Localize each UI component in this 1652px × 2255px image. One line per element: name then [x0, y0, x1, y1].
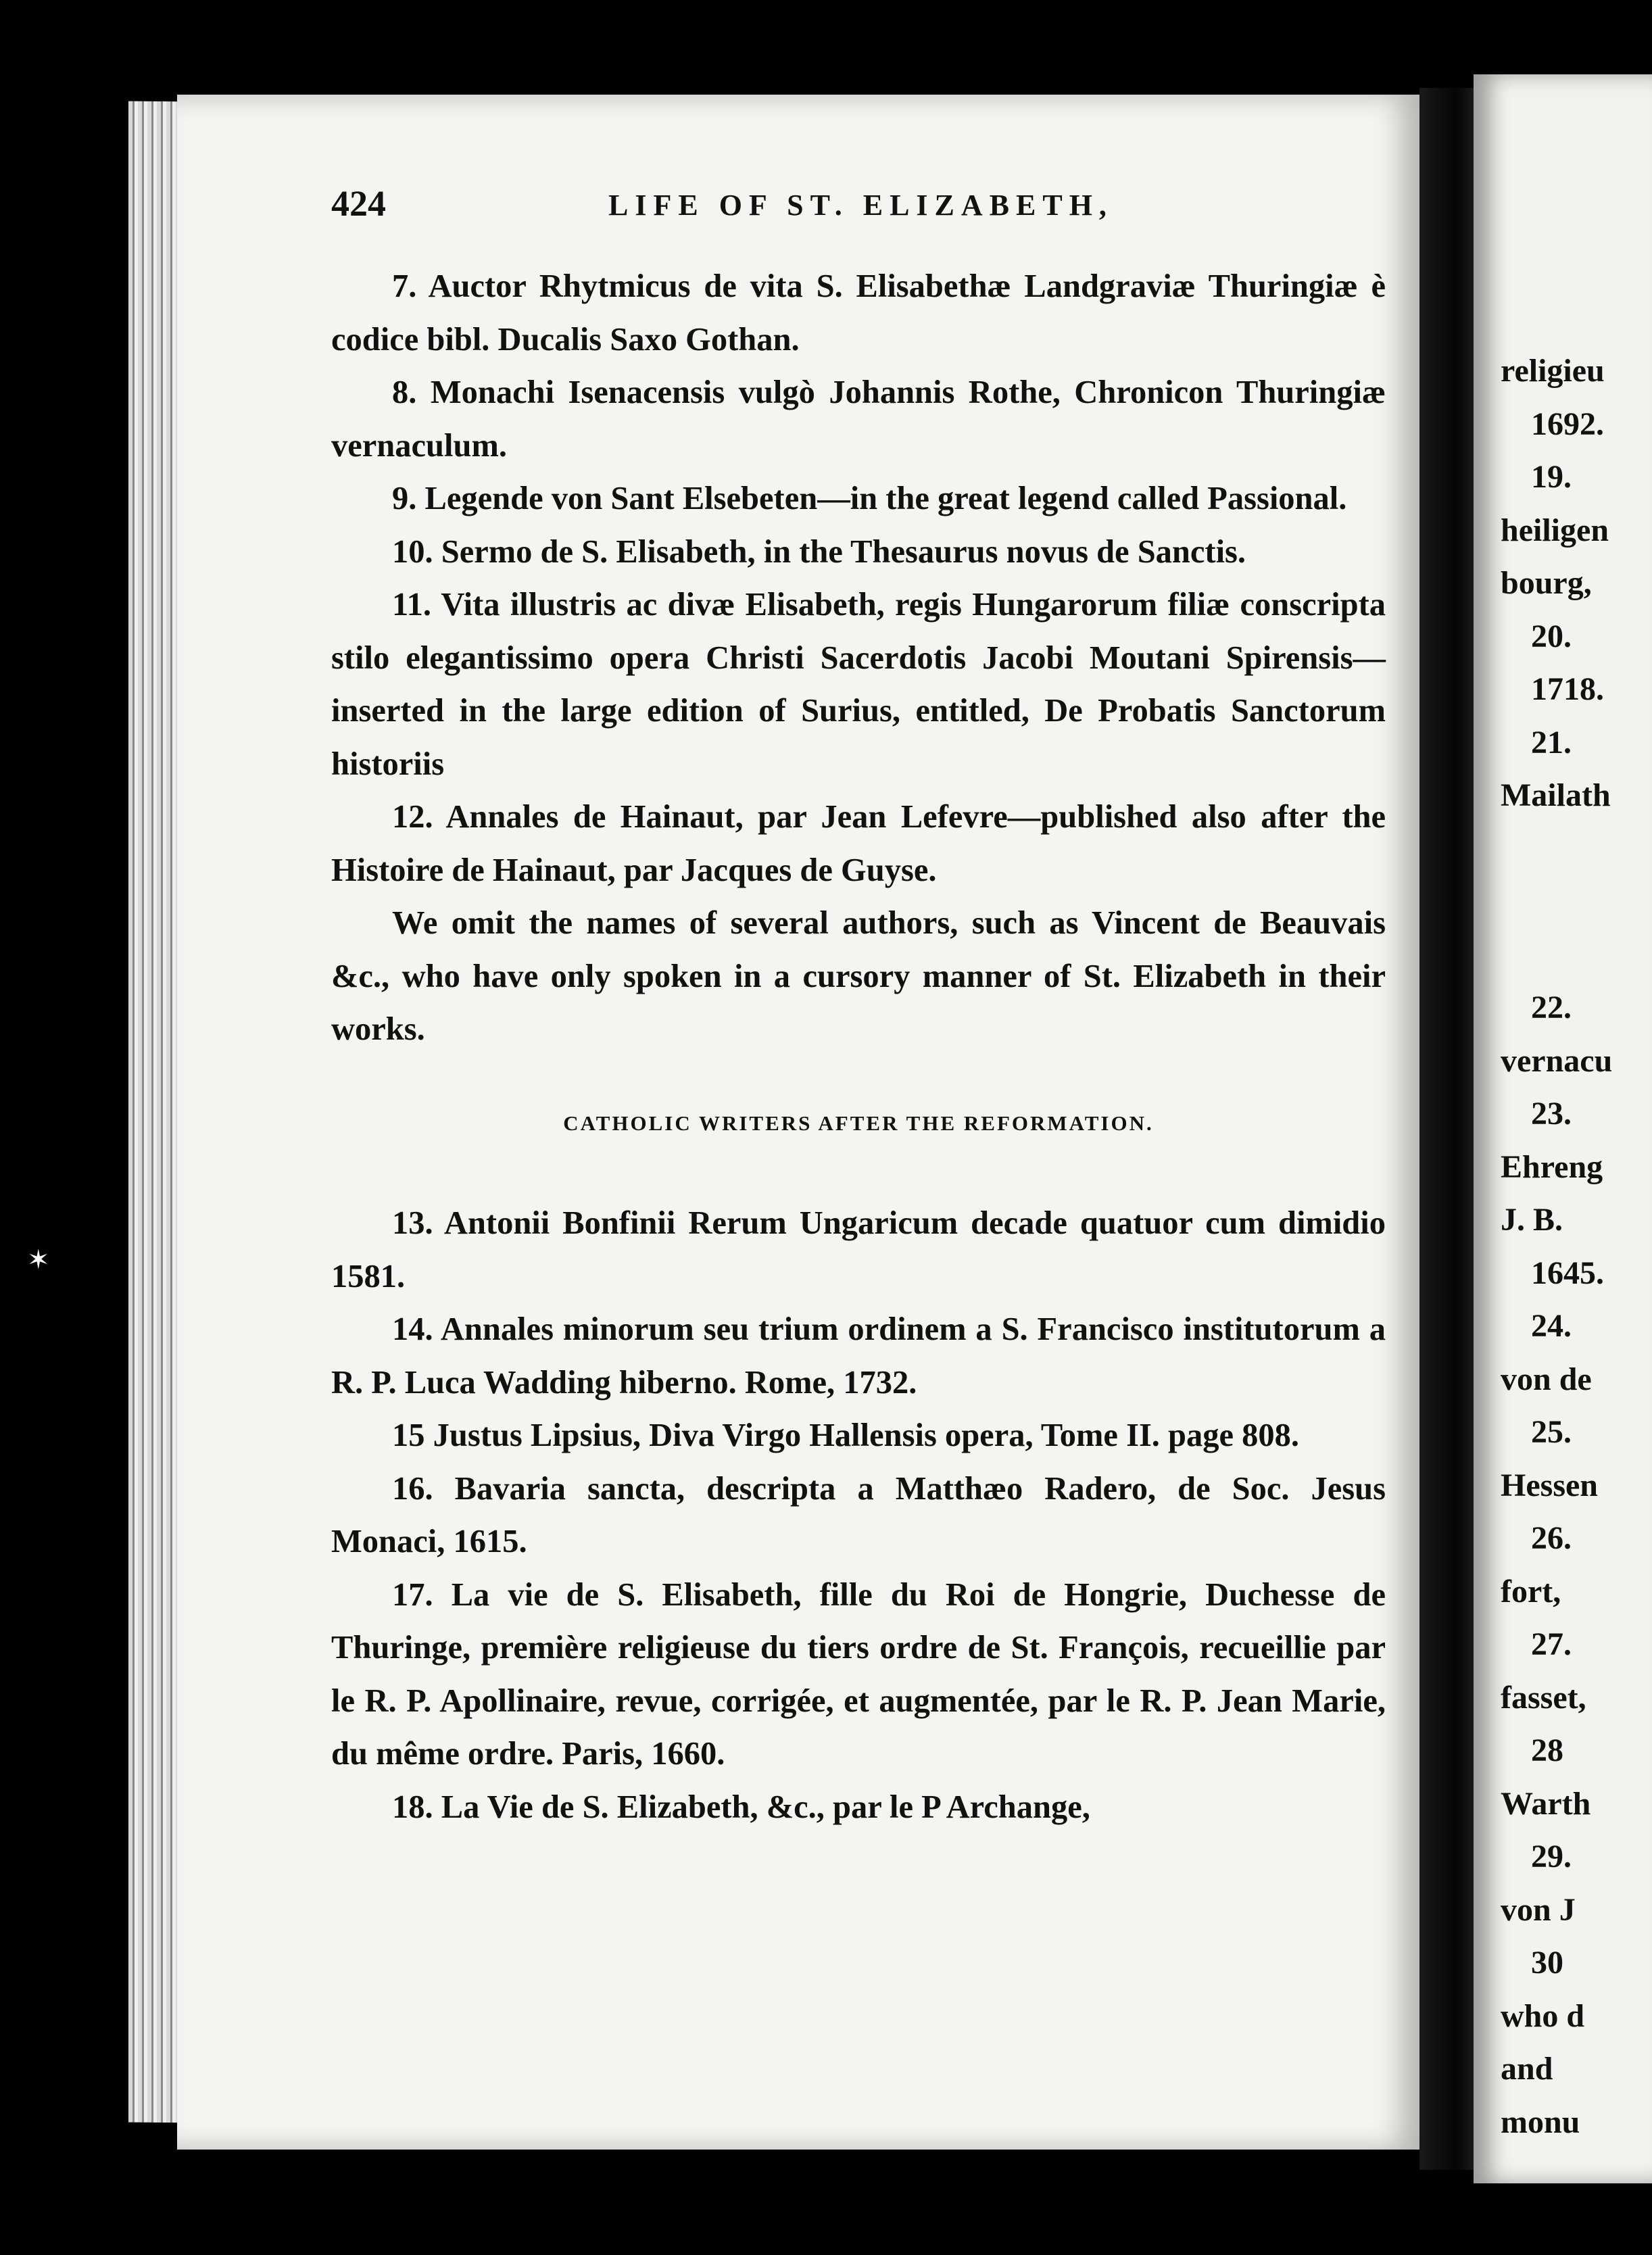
right-page-line: von J — [1501, 1891, 1576, 1928]
right-page-line: 27. — [1531, 1626, 1572, 1662]
right-page-line: 21. — [1531, 724, 1572, 760]
bibliography-entry-7: 7. Auctor Rhytmicus de vita S. Elisabethæ Landgraviæ Thuringiæ è codice bibl. Ducalis Saxo Gothan. — [331, 268, 1386, 358]
bibliography-entry-12: 12. Annales de Hainaut, par Jean Lefevre—published also after the Histoire de Hainaut, par Jacques de Guyse. — [331, 799, 1386, 888]
right-page-line: 1645. — [1531, 1255, 1604, 1291]
right-page-line: 30 — [1531, 1945, 1563, 1981]
right-page-line: vernacu — [1501, 1042, 1613, 1079]
section-heading: CATHOLIC WRITERS AFTER THE REFORMATION. — [563, 1111, 1154, 1135]
right-page-line: 23. — [1531, 1096, 1572, 1132]
right-page-line: 28 — [1531, 1732, 1563, 1768]
right-page-line: and — [1501, 2051, 1553, 2087]
right-page-line: J. B. — [1501, 1202, 1563, 1238]
right-page-line — [1501, 875, 1652, 929]
right-page-line: religieu — [1501, 353, 1605, 389]
right-page-line: fasset, — [1501, 1679, 1586, 1716]
right-page — [1474, 74, 1652, 2183]
right-page-line: 1718. — [1531, 671, 1604, 707]
bibliography-entry-15: 15 Justus Lipsius, Diva Virgo Hallensis opera, Tome II. page 808. — [392, 1417, 1300, 1453]
right-page-line: who d — [1501, 1997, 1585, 2034]
omission-note: We omit the names of several authors, such as Vincent de Beauvais &c., who have only spoken in a cursory manner of St. Elizabeth in their works. — [331, 905, 1386, 1047]
right-page-line: 29. — [1531, 1839, 1572, 1874]
bibliography-entry-16: 16. Bavaria sancta, descripta a Matthæo Radero, de Soc. Jesus Monaci, 1615. — [331, 1470, 1386, 1559]
bibliography-entry-8: 8. Monachi Isenacensis vulgò Johannis Rothe, Chronicon Thuringiæ vernaculum. — [331, 374, 1386, 464]
right-page-text — [1501, 345, 1652, 2149]
right-page-line: 24. — [1531, 1308, 1572, 1344]
right-page-line: Ehreng — [1501, 1148, 1603, 1185]
right-page-line: 1692. — [1531, 406, 1604, 442]
bibliography-entry-9: 9. Legende von Sant Elsebeten—in the great legend called Passional. — [392, 481, 1347, 516]
bibliography-entry-13: 13. Antonii Bonfinii Rerum Ungaricum decade quatuor cum dimidio 1581. — [331, 1205, 1386, 1294]
right-page-line: 22. — [1531, 990, 1572, 1025]
page-body — [331, 260, 1386, 1834]
bibliography-entry-10: 10. Sermo de S. Elisabeth, in the Thesaurus novus de Sanctis. — [392, 533, 1246, 570]
right-page-line: von de — [1501, 1361, 1592, 1397]
bibliography-entry-18: 18. La Vie de S. Elizabeth, &c., par le P Archange, — [392, 1789, 1090, 1825]
bibliography-entry-17: 17. La vie de S. Elisabeth, fille du Roi de Hongrie, Duchesse de Thuringe, première religieuse du tiers ordre de St. François, recueillie par le R. P. Apollinaire, revue, corrigée, et augmentée, par le R. P. Jean Marie, du même ordre. Paris, 1660. — [331, 1576, 1386, 1772]
right-page-line: Warth — [1501, 1785, 1591, 1822]
right-page-line — [1501, 929, 1652, 982]
right-page-line: heiligen — [1501, 512, 1609, 548]
right-page-line: 19. — [1531, 459, 1572, 495]
right-page-line: fort, — [1501, 1573, 1561, 1609]
page-number: 424 — [331, 183, 386, 224]
right-page-line: monu — [1501, 2104, 1580, 2140]
bibliography-entry-14: 14. Annales minorum seu trium ordinem a S. Francisco institutorum a R. P. Luca Wadding hiberno. Rome, 1732. — [331, 1311, 1386, 1401]
margin-mark: ✶ — [27, 1244, 50, 1275]
book-gutter — [1419, 88, 1480, 2170]
right-page-line: 26. — [1531, 1520, 1572, 1556]
right-page-line: Mailath — [1501, 777, 1611, 813]
right-page-line — [1501, 823, 1652, 876]
right-page-line: 25. — [1531, 1414, 1572, 1450]
page-header — [331, 183, 1379, 237]
right-page-line: 20. — [1531, 618, 1572, 654]
right-page-line: bourg, — [1501, 565, 1592, 601]
right-page-line: Hessen — [1501, 1467, 1598, 1503]
bibliography-entry-11: 11. Vita illustris ac divæ Elisabeth, regis Hungarorum filiæ conscripta stilo elegantissimo opera Christi Sacerdotis Jacobi Moutani Spirensis—inserted in the large edition of Surius, entitled, De Probatis Sanctorum historiis — [331, 587, 1386, 782]
running-head: LIFE OF ST. ELIZABETH, — [608, 189, 1113, 222]
